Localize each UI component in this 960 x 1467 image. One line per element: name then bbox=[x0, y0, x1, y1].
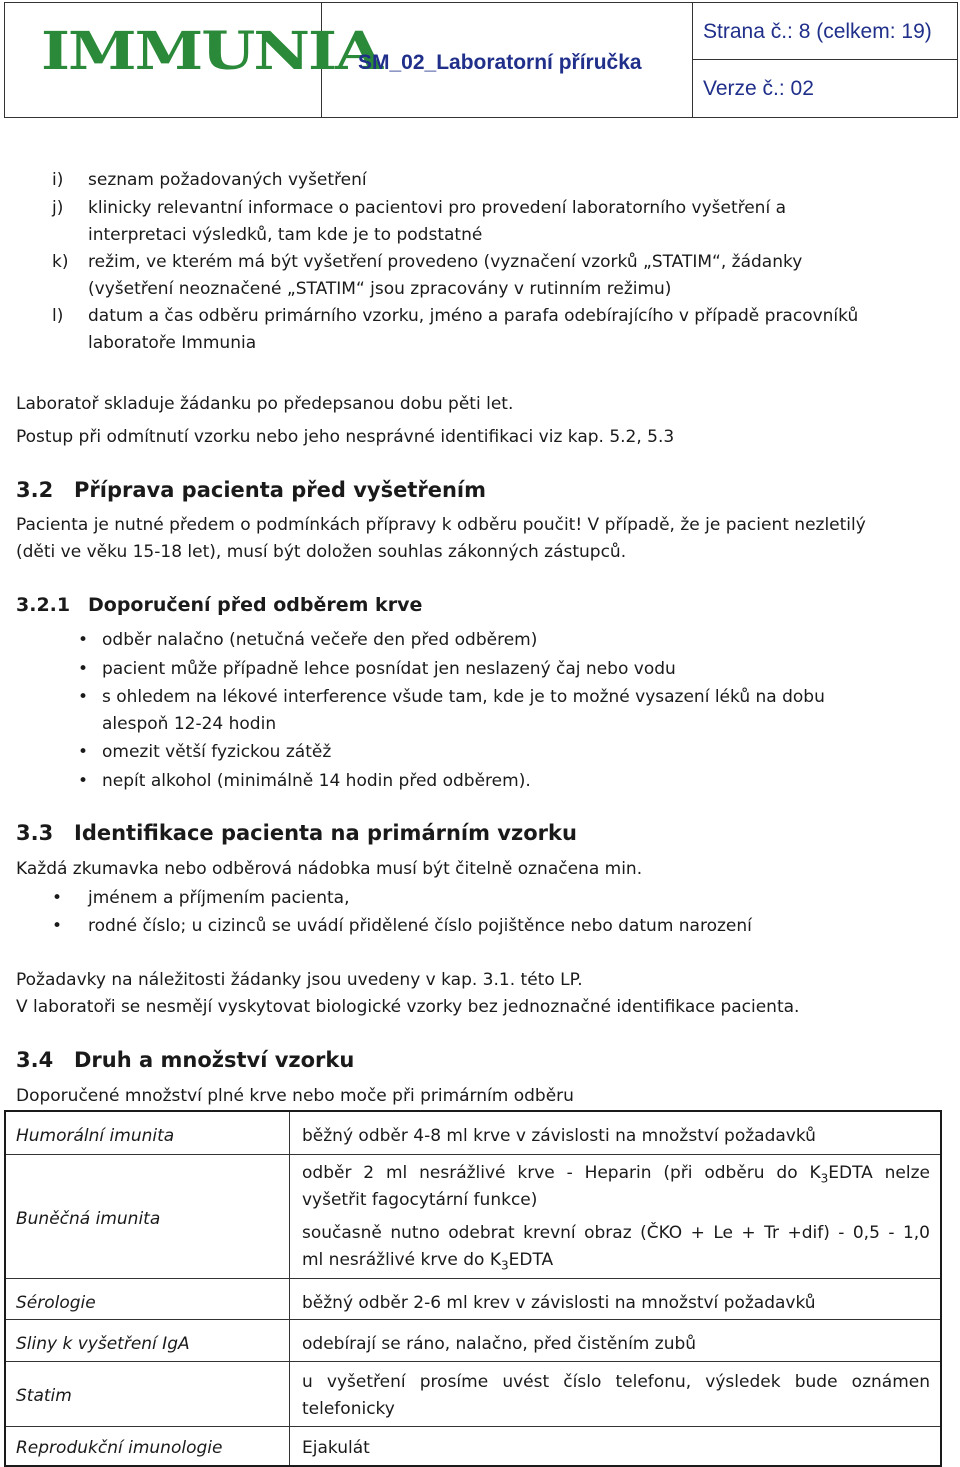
list-item: režim, ve kterém má být vyšetření provedeno (vyznačení vzorků „STATIM“, žádanky bbox=[88, 252, 803, 272]
list-label: i) bbox=[52, 170, 64, 190]
list-item-cont: laboratoře Immunia bbox=[88, 333, 257, 353]
page-number: Strana č.: 8 (celkem: 19) bbox=[703, 20, 932, 43]
section-title: Doporučení před odběrem krve bbox=[88, 594, 423, 616]
table-row bbox=[6, 1278, 940, 1319]
section-heading-3-2 bbox=[16, 478, 486, 502]
paragraph-line: Pacienta je nutné předem o podmínkách přípravy k odběru poučit! V případě, že je pacient nezletilý bbox=[16, 515, 866, 535]
paragraph-line: Každá zkumavka nebo odběrová nádobka musí být čitelně označena min. bbox=[16, 859, 643, 879]
table-row bbox=[6, 1319, 940, 1361]
paragraph-line: V laboratoři se nesmějí vyskytovat biologické vzorky bez jednoznačné identifikace pacienta. bbox=[16, 997, 800, 1017]
table-row bbox=[6, 1426, 940, 1465]
section-number: 3.2.1 bbox=[16, 594, 71, 616]
bullet-icon: • bbox=[52, 888, 63, 908]
bullet-icon: • bbox=[78, 687, 89, 707]
list-item: jménem a příjmením pacienta, bbox=[88, 888, 350, 908]
table-cell-value: telefonicky bbox=[302, 1399, 395, 1419]
table-cell-value: odebírají se ráno, nalačno, před čistěním zubů bbox=[302, 1334, 697, 1354]
title-cell bbox=[322, 3, 693, 117]
section-heading-3-2-1 bbox=[16, 594, 422, 616]
paragraph-line: (děti ve věku 15-18 let), musí být doložen souhlas zákonných zástupců. bbox=[16, 542, 627, 562]
table-caption: Doporučené množství plné krve nebo moče při primárním odběru bbox=[16, 1086, 574, 1106]
list-item-cont: interpretaci výsledků, tam kde je to podstatné bbox=[88, 225, 483, 245]
paragraph-line: Požadavky na náležitosti žádanky jsou uvedeny v kap. 3.1. této LP. bbox=[16, 970, 583, 990]
refusal-paragraph: Postup při odmítnutí vzorku nebo jeho nesprávné identifikaci viz kap. 5.2, 5.3 bbox=[16, 427, 675, 447]
document-title: SM_02_Laboratorní příručka bbox=[358, 51, 642, 74]
table-cell-value: ml nesrážlivé krve do $K_3EDTA$ bbox=[302, 1250, 554, 1273]
section-heading-3-4 bbox=[16, 1048, 354, 1072]
section-title: Druh a množství vzorku bbox=[74, 1048, 355, 1072]
table-cell-label: Reprodukční imunologie bbox=[16, 1438, 223, 1458]
section-number: 3.2 bbox=[16, 478, 54, 502]
list-item-cont: alespoň 12-24 hodin bbox=[102, 714, 277, 734]
list-item: odběr nalačno (netučná večeře den před odběrem) bbox=[102, 630, 538, 650]
list-item: s ohledem na lékové interference všude tam, kde je to možné vysazení léků na dobu bbox=[102, 687, 825, 707]
section-number: 3.3 bbox=[16, 821, 54, 845]
storage-paragraph: Laboratoř skladuje žádanku po předepsanou dobu pěti let. bbox=[16, 394, 514, 414]
bullet-icon: • bbox=[52, 916, 63, 936]
list-label: k) bbox=[52, 252, 69, 272]
table-cell-label: Humorální imunita bbox=[16, 1126, 175, 1146]
list-item: pacient může případně lehce posnídat jen neslazený čaj nebo vodu bbox=[102, 659, 676, 679]
list-item: rodné číslo; u cizinců se uvádí přidělené číslo pojištěnce nebo datum narození bbox=[88, 916, 752, 936]
table-cell-value: vyšetřit fagocytární funkce) bbox=[302, 1190, 538, 1210]
table-row bbox=[6, 1154, 940, 1278]
table-cell-value: současně nutno odebrat krevní obraz (ČKO + Le + Tr +dif) - 0,5 - 1,0 bbox=[302, 1223, 930, 1243]
table-row bbox=[6, 1112, 940, 1154]
list-item: klinicky relevantní informace o pacientovi pro provedení laboratorního vyšetření a bbox=[88, 198, 787, 218]
table-cell-value: Ejakulát bbox=[302, 1438, 370, 1458]
version-number: Verze č.: 02 bbox=[703, 77, 814, 100]
meta-cell bbox=[693, 3, 957, 117]
section-title: Příprava pacienta před vyšetřením bbox=[74, 478, 487, 502]
list-item: omezit větší fyzickou zátěž bbox=[102, 742, 332, 762]
table-cell-label: Sérologie bbox=[16, 1293, 96, 1313]
list-item: nepít alkohol (minimálně 14 hodin před odběrem). bbox=[102, 771, 531, 791]
bullet-icon: • bbox=[78, 771, 89, 791]
list-label: j) bbox=[52, 198, 64, 218]
page-header bbox=[4, 2, 958, 118]
table-cell-value: běžný odběr 4-8 ml krve v závislosti na množství požadavků bbox=[302, 1126, 816, 1146]
bullet-icon: • bbox=[78, 659, 89, 679]
section-title: Identifikace pacienta na primárním vzorku bbox=[74, 821, 577, 845]
list-item-cont: (vyšetření neoznačené „STATIM“ jsou zpracovány v rutinním režimu) bbox=[88, 279, 672, 299]
sample-table bbox=[4, 1110, 942, 1467]
list-label: l) bbox=[52, 306, 64, 326]
table-cell-value: odběr 2 ml nesrážlivé krve - Heparin (při odběru do $K_3EDTA$ nelze bbox=[302, 1163, 930, 1186]
table-cell-value: u vyšetření prosíme uvést číslo telefonu, výsledek bude oznámen bbox=[302, 1372, 930, 1392]
section-heading-3-3 bbox=[16, 821, 577, 845]
company-logo: IMMUNIA bbox=[41, 19, 382, 82]
section-number: 3.4 bbox=[16, 1048, 54, 1072]
table-row bbox=[6, 1361, 940, 1426]
list-item: datum a čas odběru primárního vzorku, jméno a parafa odebírajícího v případě pracovníků bbox=[88, 306, 859, 326]
table-cell-label: Sliny k vyšetření IgA bbox=[16, 1334, 190, 1354]
list-item: seznam požadovaných vyšetření bbox=[88, 170, 367, 190]
table-cell-label: Buněčná imunita bbox=[16, 1209, 161, 1229]
bullet-icon: • bbox=[78, 742, 89, 762]
logo-cell bbox=[5, 3, 382, 117]
table-cell-label: Statim bbox=[16, 1386, 72, 1406]
bullet-icon: • bbox=[78, 630, 89, 650]
table-cell-value: běžný odběr 2-6 ml krev v závislosti na množství požadavků bbox=[302, 1293, 816, 1313]
